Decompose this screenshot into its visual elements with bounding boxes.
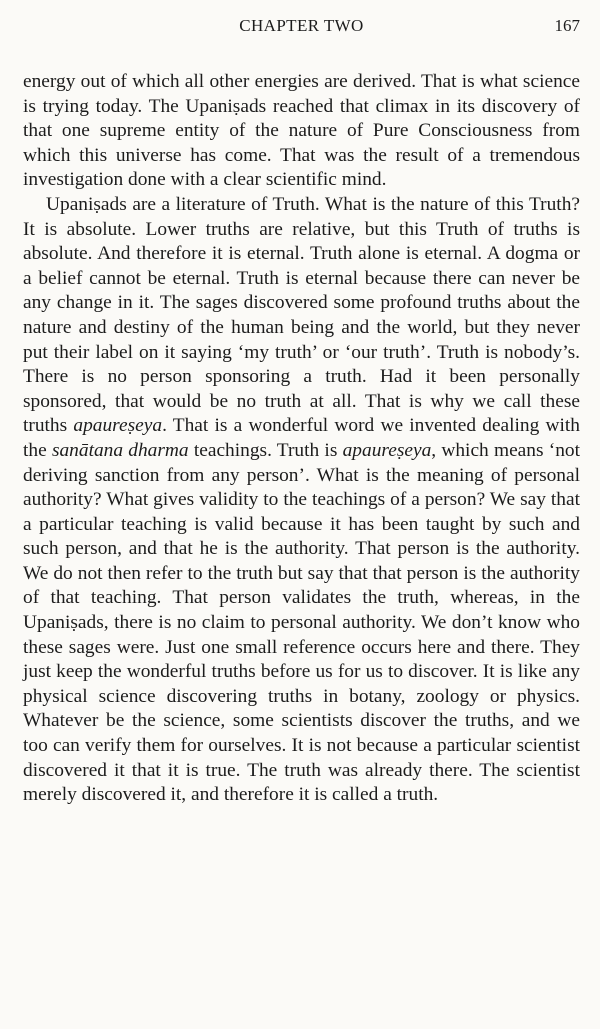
paragraph-1 — [23, 70, 580, 193]
running-header — [23, 14, 580, 50]
body-text — [23, 70, 580, 808]
paragraph-2 — [23, 193, 580, 808]
term-apauresheya: apaureṣeya — [342, 439, 432, 461]
paragraph-2-text: . That is a wonderful word we invented dealing with the — [23, 415, 580, 461]
paragraph-2-text: teachings. Truth is — [188, 439, 343, 461]
chapter-title: CHAPTER TWO — [239, 16, 364, 35]
paragraph-2-text: , which means ‘not deriving sanction from any person’. What is the meaning of personal authority? What gives validity to the teachings of a person? We say that a particular teaching is valid because it has been taught by such and such person, and that he is the authority. That person is the authority. We do not then refer to the truth but say that that person is the authority of that teaching. That person validates the truth, whereas, in the Upaniṣads, there is no claim to personal authority. We don’t know who these sages were. Just one small reference occurs here and there. They just keep the wonderful truths before us for us to discover. It is like any physical science discovering truths in botany, zoology or physics. Whatever be the science, some scientists discover the truths, and we too can verify them for ourselves. It is not because a particular scientist discovered it that it is true. The truth was already there. The scientist merely discovered it, and therefore it is called a truth. — [23, 439, 580, 806]
paragraph-1-text: energy out of which all other energies are derived. That is what science is trying today. The Upaniṣads reached that climax in its discovery of that one supreme entity of the nature of Pure Consciousness from which this universe has come. That was the result of a tremendous investigation done with a clear scientific mind. — [23, 71, 580, 191]
paragraph-2-text: Upaniṣads are a literature of Truth. What is the nature of this Truth? It is absolute. Lower truths are relative, but this Truth of truths is absolute. And therefore it is eternal. Truth alone is eternal. A dogma or a belief cannot be eternal. Truth is eternal because there can never be any change in it. The sages discovered some profound truths about the nature and destiny of the human being and the world, but they never put their label on it saying ‘my truth’ or ‘our truth’. Truth is nobody’s. There is no person sponsoring a truth. Had it been personally sponsored, that would be no truth at all. That is why we call these truths — [23, 193, 580, 437]
page-number: 167 — [554, 16, 580, 35]
term-sanatana-dharma: sanātana dharma — [51, 439, 189, 461]
term-apauresheya: apaureṣeya — [73, 415, 163, 437]
